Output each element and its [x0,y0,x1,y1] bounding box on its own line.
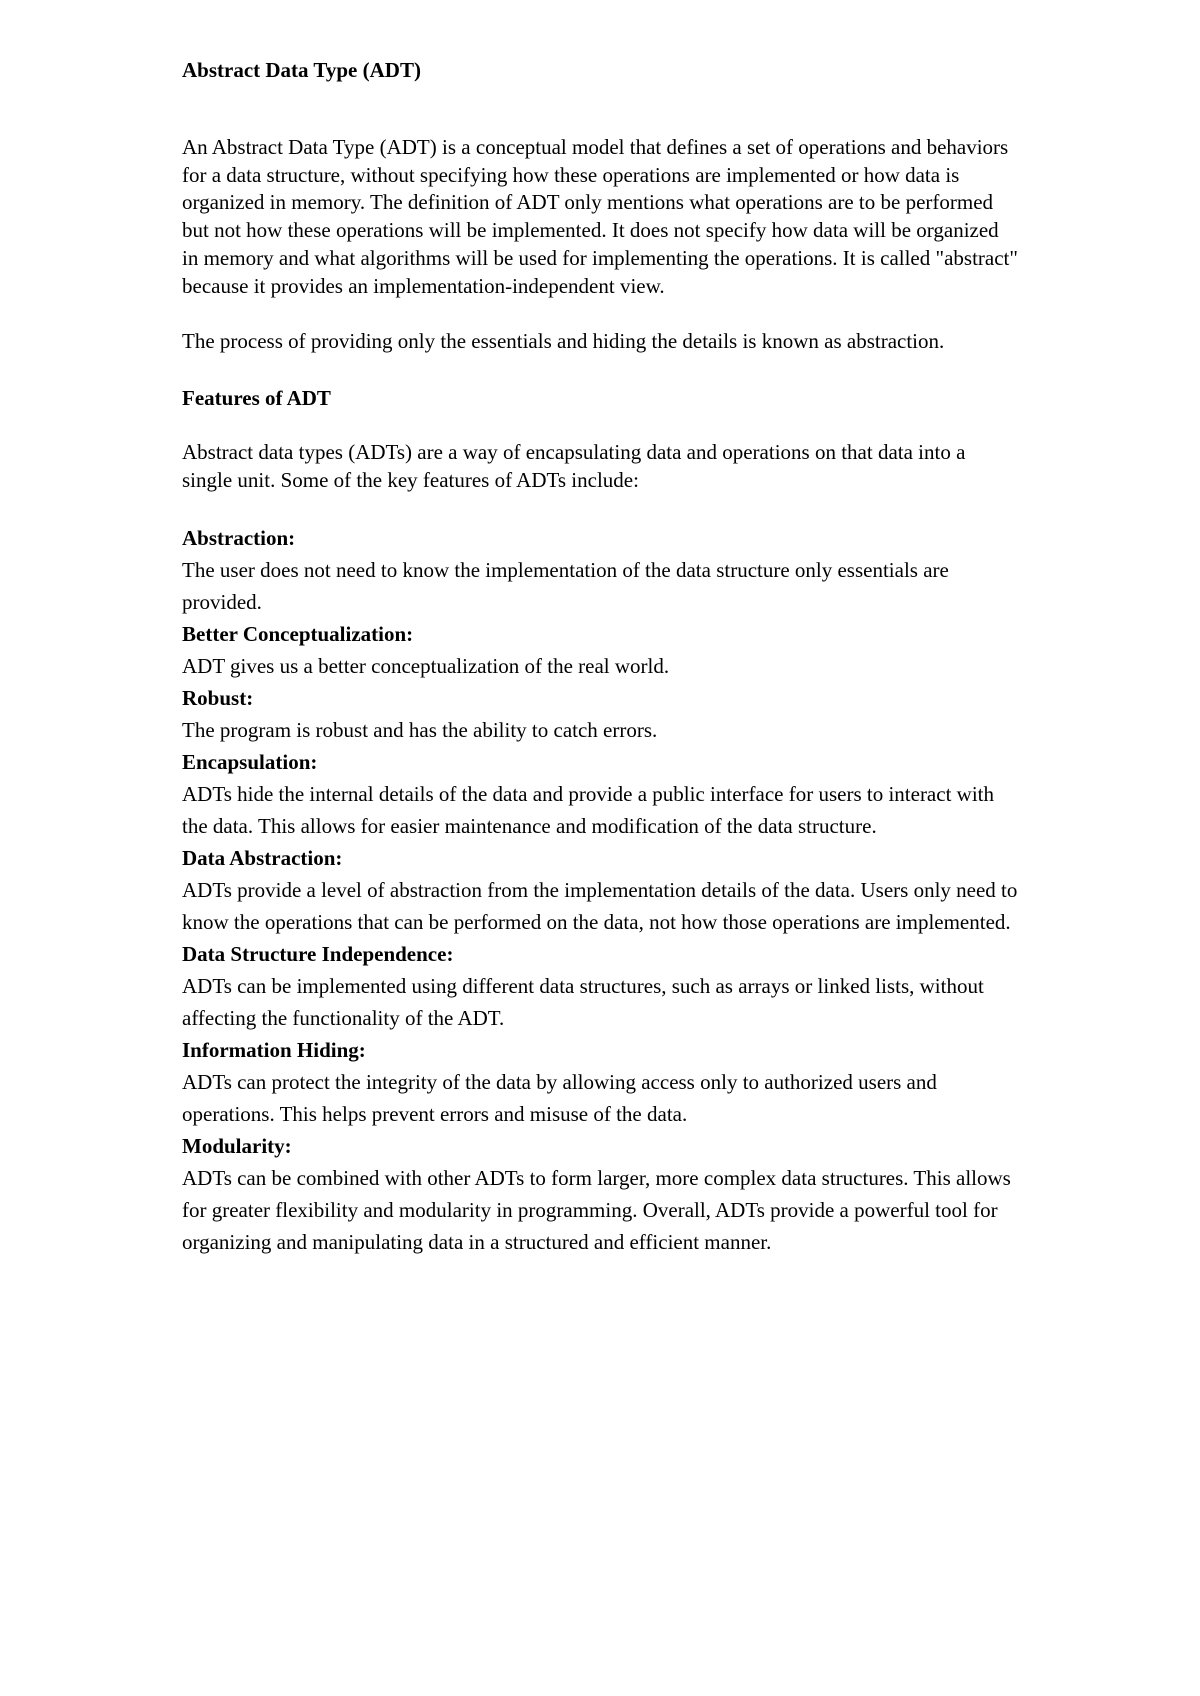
feature-item-better-conceptualization [182,618,1020,682]
feature-name: Robust: [182,686,254,711]
features-list [182,522,1020,1258]
feature-name: Data Structure Independence: [182,942,454,967]
feature-description: ADTs hide the internal details of the data and provide a public interface for users to interact with the data. This allows for easier maintenance and modification of the data structure. [182,782,994,839]
feature-item-data-structure-independence [182,938,1020,1034]
feature-name: Better Conceptualization: [182,622,414,647]
feature-item-data-abstraction [182,842,1020,938]
feature-item-modularity [182,1130,1020,1258]
feature-item-information-hiding [182,1034,1020,1130]
intro-paragraph-1: An Abstract Data Type (ADT) is a conceptual model that defines a set of operations and behaviors for a data structure, without specifying how these operations are implemented or how data is organized in memory. The definition of ADT only mentions what operations are to be performed but not how these operations will be implemented. It does not specify how data will be organized in memory and what algorithms will be used for implementing the operations. It is called "abstract" because it provides an implementation-independent view. [182,135,1018,298]
feature-item-abstraction [182,522,1020,618]
feature-description: ADTs can be implemented using different data structures, such as arrays or linked lists, without affecting the functionality of the ADT. [182,974,984,1031]
features-heading: Features of ADT [182,385,331,410]
feature-name: Encapsulation: [182,750,318,775]
intro-paragraph-2: The process of providing only the essentials and hiding the details is known as abstraction. [182,329,945,354]
features-intro-paragraph: Abstract data types (ADTs) are a way of encapsulating data and operations on that data into a single unit. Some of the key features of ADTs include: [182,439,966,492]
document-title: Abstract Data Type (ADT) [182,58,421,82]
feature-name: Modularity: [182,1134,292,1159]
feature-description: The program is robust and has the ability to catch errors. [182,718,658,743]
feature-description: ADTs provide a level of abstraction from the implementation details of the data. Users only need to know the operations that can be performed on the data, not how those operations are implemented. [182,878,1018,935]
feature-description: ADTs can be combined with other ADTs to form larger, more complex data structures. This allows for greater flexibility and modularity in programming. Overall, ADTs provide a powerful tool for organizing and manipulating data in a structured and efficient manner. [182,1166,1011,1255]
feature-name: Information Hiding: [182,1038,366,1063]
feature-description: ADTs can protect the integrity of the data by allowing access only to authorized users and operations. This helps prevent errors and misuse of the data. [182,1070,937,1127]
feature-name: Data Abstraction: [182,846,343,871]
feature-item-encapsulation [182,746,1020,842]
feature-name: Abstraction: [182,526,296,551]
feature-description: ADT gives us a better conceptualization of the real world. [182,654,670,679]
feature-item-robust [182,682,1020,746]
feature-description: The user does not need to know the implementation of the data structure only essentials are provided. [182,558,949,615]
